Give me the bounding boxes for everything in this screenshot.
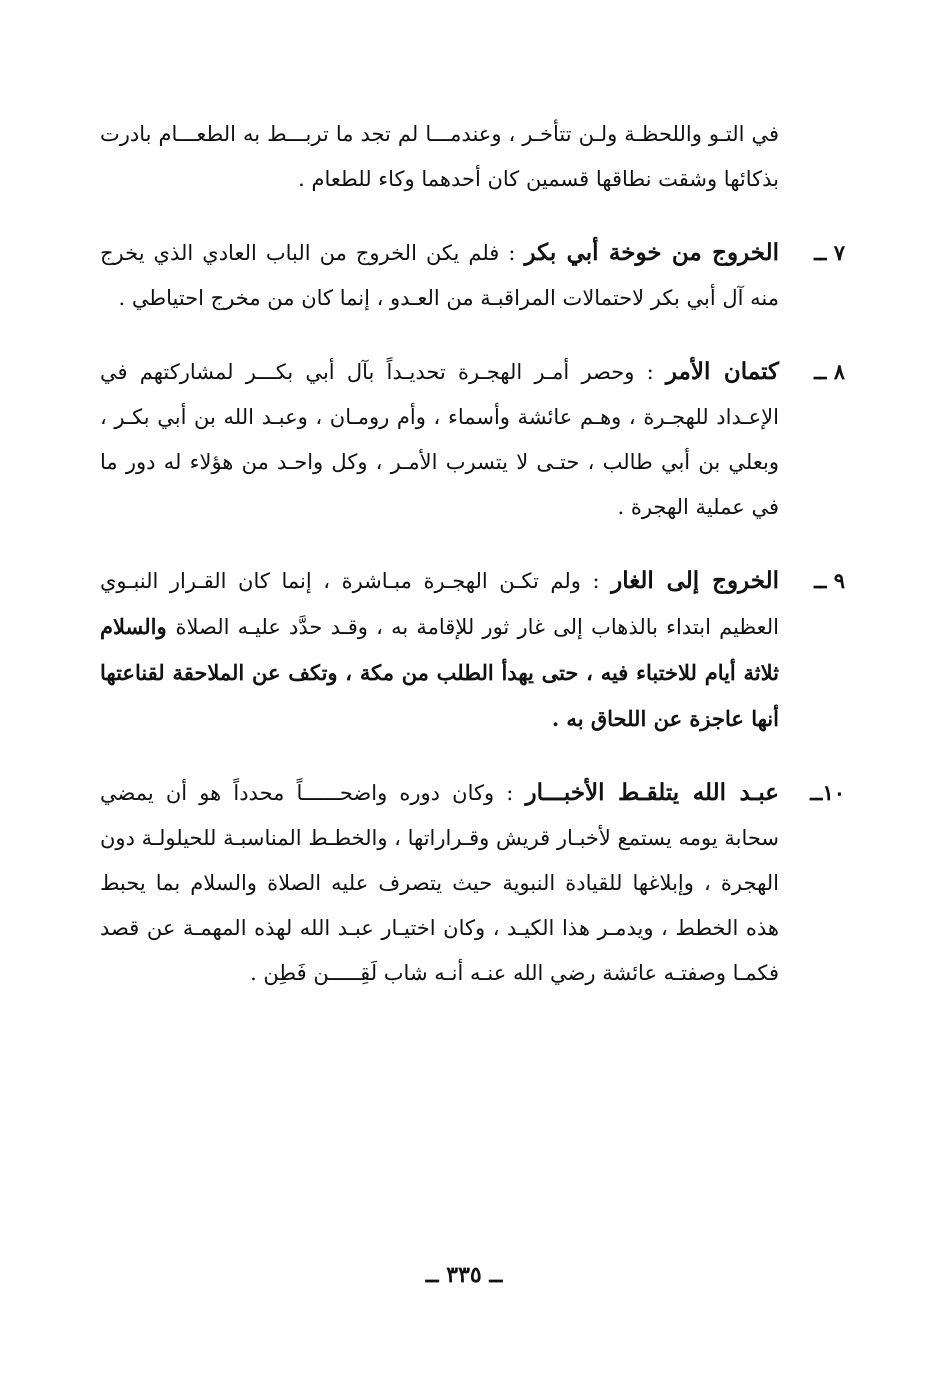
item-text: : ولم تكـن الهجـرة مبـاشرة ، إنما كان القـرار النبـوي العظيم ابتداء بالذهاب إلى غار ثور للإقامة به ، وقـد حدَّد عليـه الصلاة	[100, 569, 779, 639]
item-body	[100, 558, 779, 742]
item-heading: كتمان الأمر	[665, 358, 779, 385]
item-number: ١٠ــ	[810, 780, 845, 805]
item-text: : فلم يكن الخروج من الباب العادي الذي يخرج منه آل أبي بكر لاحتمالات المراقبـة من العـدو ، إنما كان من مخرج احتياطي .	[100, 241, 779, 310]
page-content	[100, 112, 845, 996]
item-text: : وكان دوره واضحــــــاً محدداً هو أن يمضي سحابة يومه يستمع لأخبـار قريش وقـراراتها ، والخطـط المناسبـة للحيلولـة دون الهجرة ، وإبلاغها للقيادة النبوية حيث يتصرف عليه الصلاة والسلام بما يحبط هذه الخطط ، ويدمـر هذا الكيـد ، وكان اختيـار عبـد الله لهذه المهمـة عن قصد فكمـا وصفتـه عائشة رضي الله عنـه أنـه شاب لَقِـــــن فَطِن .	[100, 781, 779, 985]
item-number: ٧ ــ	[814, 240, 845, 265]
page-number: ــ ٣٣٥ ــ	[425, 1262, 503, 1288]
list-item-10	[100, 770, 845, 996]
item-bold-text: والسلام ثلاثة أيام للاختباء فيه ، حتى يهدأ الطلب من مكة ، وتكف عن الملاحقة لقناعتها أنها عاجزة عن اللحاق به .	[100, 614, 779, 731]
item-number: ٩ ــ	[814, 568, 845, 593]
item-text: : وحصر أمـر الهجـرة تحديـداً بآل أبي بكـــر لمشاركتهم في الإعـداد للهجـرة ، وهـم عائشة وأسماء ، وأم رومـان ، وعبـد الله بن أبي بكـر ، وبعلي بن أبي طالب ، حتـى لا يتسرب الأمـر ، وكل واحـد من هؤلاء له دور ما في عملية الهجرة .	[100, 360, 779, 519]
list-item-9	[100, 558, 845, 742]
list-item-8	[100, 349, 845, 530]
item-number: ٨ ــ	[814, 359, 845, 384]
item-body	[100, 349, 779, 530]
item-heading: عبـد الله يتلقـط الأخبـــار	[525, 779, 780, 806]
item-heading: الخروج إلى الغار	[611, 567, 779, 594]
item-heading: الخروج من خوخة أبي بكر	[524, 239, 779, 266]
item-body	[100, 230, 779, 321]
intro-paragraph: في التـو واللحظـة ولـن تتأخـر ، وعندمـــا لم تجد ما تربـــط به الطعـــام بادرت بذكائها وشقت نطاقها قسمين كان أحدهما وكاء للطعام .	[100, 122, 779, 191]
list-item-7	[100, 230, 845, 321]
item-body	[100, 770, 779, 996]
